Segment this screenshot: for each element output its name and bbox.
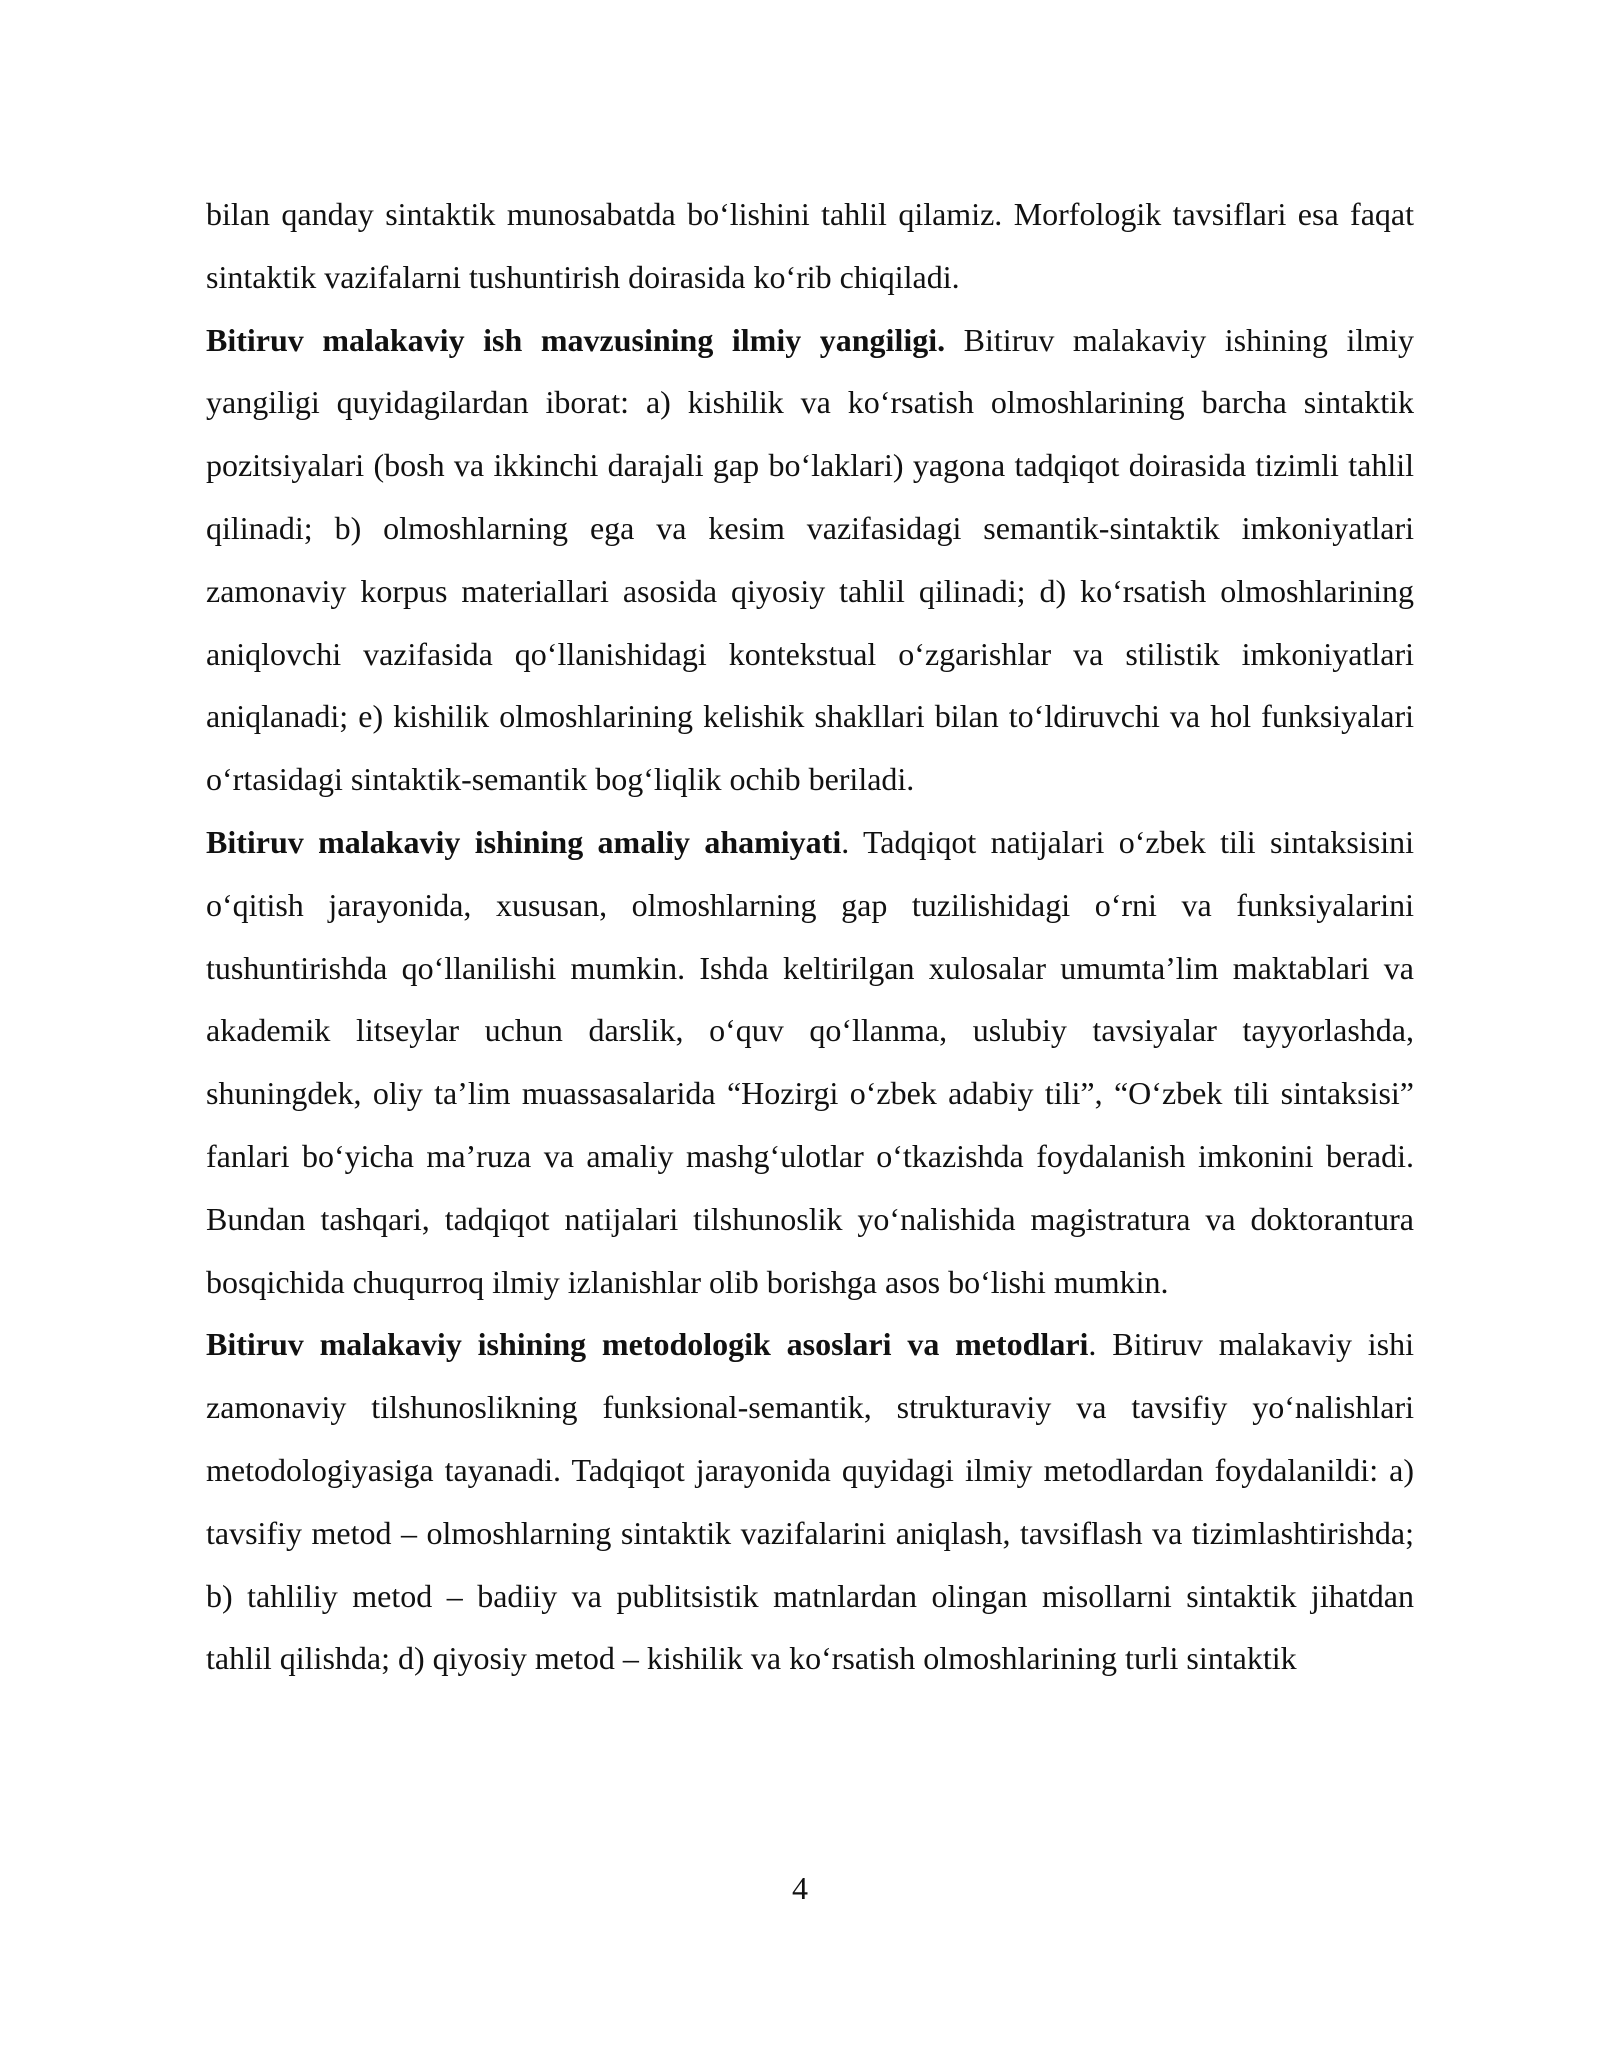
paragraph-text: Tadqiqot natijalari o‘zbek tili sintaksisini o‘qitish jarayonida, xususan, olmoshlarning gap tuzilishidagi o‘rni va funksiyalarini tushuntirishda qo‘llanilishi mumkin. Ishda keltirilgan xulosalar umumta’lim maktablari va akademik litseylar uchun darslik, o‘quv qo‘llanma, uslubiy tavsiyalar tayyorlashda, shuningdek, oliy ta’lim muassasalarida “Hozirgi o‘zbek adabiy tili”, “O‘zbek tili sintaksisi” fanlari bo‘yicha ma’ruza va amaliy mashg‘ulotlar o‘tkazishda foydalanish imkonini beradi. Bundan tashqari, tadqiqot natijalari tilshunoslik yo‘nalishida magistratura va doktorantura bosqichida chuqurroq ilmiy izlanishlar olib borishga asos bo‘lishi mumkin. [206, 823, 1415, 1300]
paragraph-text: Bitiruv malakaviy ishining ilmiy yangiligi quyidagilardan iborat: a) kishilik va ko‘rsatish olmoshlarining barcha sintaktik pozitsiyalari (bosh va ikkinchi darajali gap bo‘laklari) yagona tadqiqot doirasida tizimli tahlil qilinadi; b) olmoshlarning ega va kesim vazifasidagi semantik-sintaktik imkoniyatlari zamonaviy korpus materiallari asosida qiyosiy tahlil qilinadi; d) ko‘rsatish olmoshlarining aniqlovchi vazifasida qo‘llanishidagi kontekstual o‘zgarishlar va stilistik imkoniyatlari aniqlanadi; e) kishilik olmoshlarining kelishik shakllari bilan to‘ldiruvchi va hol funksiyalari o‘rtasidagi sintaktik-semantik bog‘liqlik ochib beriladi. [206, 321, 1415, 798]
paragraph-intro-continuation [206, 183, 1414, 309]
paragraph-methodology [206, 1313, 1414, 1690]
page-number: 4 [792, 1870, 808, 1906]
paragraph-text: bilan qanday sintaktik munosabatda bo‘lishini tahlil qilamiz. Morfologik tavsiflari esa faqat sintaktik vazifalarni tushuntirish doirasida ko‘rib chiqiladi. [206, 196, 1414, 295]
heading-period: . [841, 823, 850, 860]
section-heading-practical: Bitiruv malakaviy ishining amaliy ahamiyati [206, 823, 842, 860]
section-heading-novelty: Bitiruv malakaviy ish mavzusining ilmiy yangiligi. [206, 321, 946, 358]
paragraph-practical-significance [206, 811, 1414, 1313]
paragraph-text: Bitiruv malakaviy ishi zamonaviy tilshunoslikning funksional-semantik, strukturaviy va tavsifiy yo‘nalishlari metodologiyasiga tayanadi. Tadqiqot jarayonida quyidagi ilmiy metodlardan foydalanildi: a) tavsifiy metod – olmoshlarning sintaktik vazifalarini aniqlash, tavsiflash va tizimlashtirishda; b) tahliliy metod – badiiy va publitsistik matnlardan olingan misollarni sintaktik jihatdan tahlil qilishda; d) qiyosiy metod – kishilik va ko‘rsatish olmoshlarining turli sintaktik [206, 1326, 1415, 1677]
body-text [206, 183, 1414, 1690]
heading-period: . [1088, 1326, 1097, 1363]
section-heading-methodology: Bitiruv malakaviy ishining metodologik asoslari va metodlari [206, 1326, 1089, 1363]
paragraph-scientific-novelty [206, 309, 1414, 811]
